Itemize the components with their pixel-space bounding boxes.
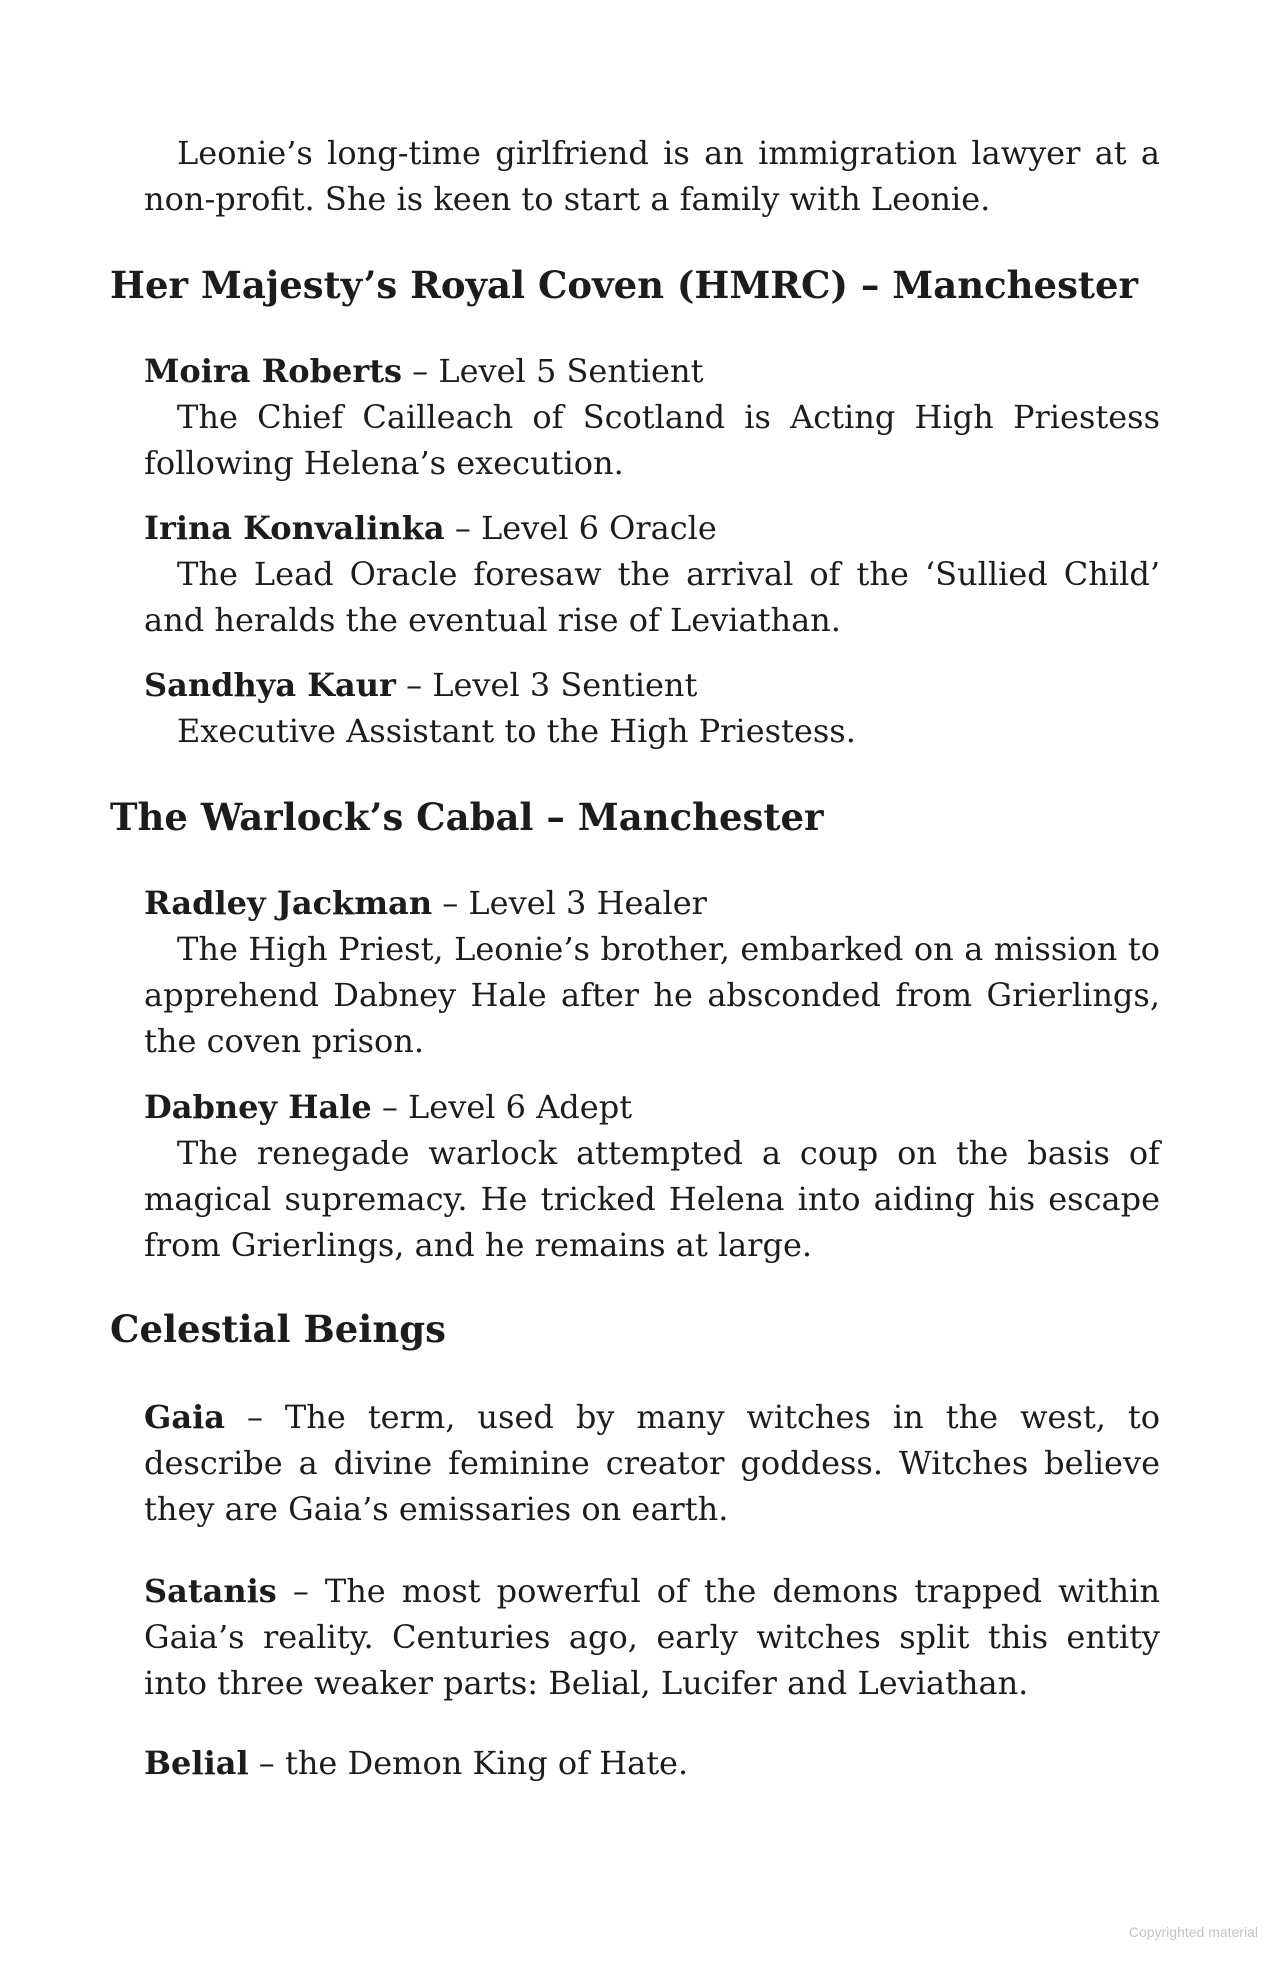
entry-description: The Chief Cailleach of Scotland is Acting High Priestess following Helena’s execution. bbox=[144, 398, 1160, 482]
entry-name: Moira Roberts bbox=[144, 352, 402, 390]
term-name: Belial bbox=[144, 1744, 249, 1782]
intro-paragraph: Leonie’s long-time girlfriend is an immigration lawyer at a non-profit. She is keen to start a family with Leonie. bbox=[144, 134, 1160, 218]
term-gaia bbox=[144, 1394, 1160, 1532]
entry-description: The renegade warlock attempted a coup on the basis of magical supremacy. He tricked Helena into aiding his escape from Grierlings, and he remains at large. bbox=[144, 1134, 1160, 1264]
entry-name: Sandhya Kaur bbox=[144, 666, 396, 704]
entry-level: – Level 3 Sentient bbox=[395, 666, 698, 704]
section-heading-hmrc: Her Majesty’s Royal Coven (HMRC) – Manchester bbox=[110, 263, 1139, 307]
entry-description: The High Priest, Leonie’s brother, embarked on a mission to apprehend Dabney Hale after he absconded from Grierlings, the coven prison. bbox=[144, 930, 1160, 1060]
entry-dabney-hale bbox=[144, 1084, 632, 1130]
entry-name: Dabney Hale bbox=[144, 1088, 372, 1126]
entry-moira-roberts bbox=[144, 348, 703, 394]
section-heading-celestial-beings: Celestial Beings bbox=[110, 1307, 446, 1351]
term-definition: – the Demon King of Hate. bbox=[248, 1744, 689, 1782]
copyright-watermark: Copyrighted material bbox=[1128, 1924, 1258, 1940]
entry-radley-jackman bbox=[144, 880, 707, 926]
entry-sandhya-kaur bbox=[144, 662, 697, 708]
term-satanis bbox=[144, 1568, 1160, 1706]
section-heading-warlocks-cabal: The Warlock’s Cabal – Manchester bbox=[110, 795, 824, 839]
term-name: Gaia bbox=[144, 1398, 225, 1436]
entry-description: The Lead Oracle foresaw the arrival of the ‘Sullied Child’ and heralds the eventual rise of Leviathan. bbox=[144, 555, 1160, 639]
entry-description: Executive Assistant to the High Priestess. bbox=[177, 712, 856, 750]
entry-level: – Level 5 Sentient bbox=[401, 352, 704, 390]
entry-name: Irina Konvalinka bbox=[144, 509, 445, 547]
entry-name: Radley Jackman bbox=[144, 884, 433, 922]
entry-level: – Level 6 Adept bbox=[371, 1088, 633, 1126]
entry-level: – Level 6 Oracle bbox=[444, 509, 717, 547]
entry-level: – Level 3 Healer bbox=[432, 884, 707, 922]
entry-irina-konvalinka bbox=[144, 505, 717, 551]
term-name: Satanis bbox=[144, 1572, 277, 1610]
term-belial bbox=[144, 1740, 1160, 1786]
term-definition: – The most powerful of the demons trapped within Gaia’s reality. Centuries ago, early witches split this entity into three weaker parts: Belial, Lucifer and Leviathan. bbox=[144, 1572, 1160, 1702]
term-definition: – The term, used by many witches in the west, to describe a divine feminine creator goddess. Witches believe they are Gaia’s emissaries on earth. bbox=[144, 1398, 1160, 1528]
